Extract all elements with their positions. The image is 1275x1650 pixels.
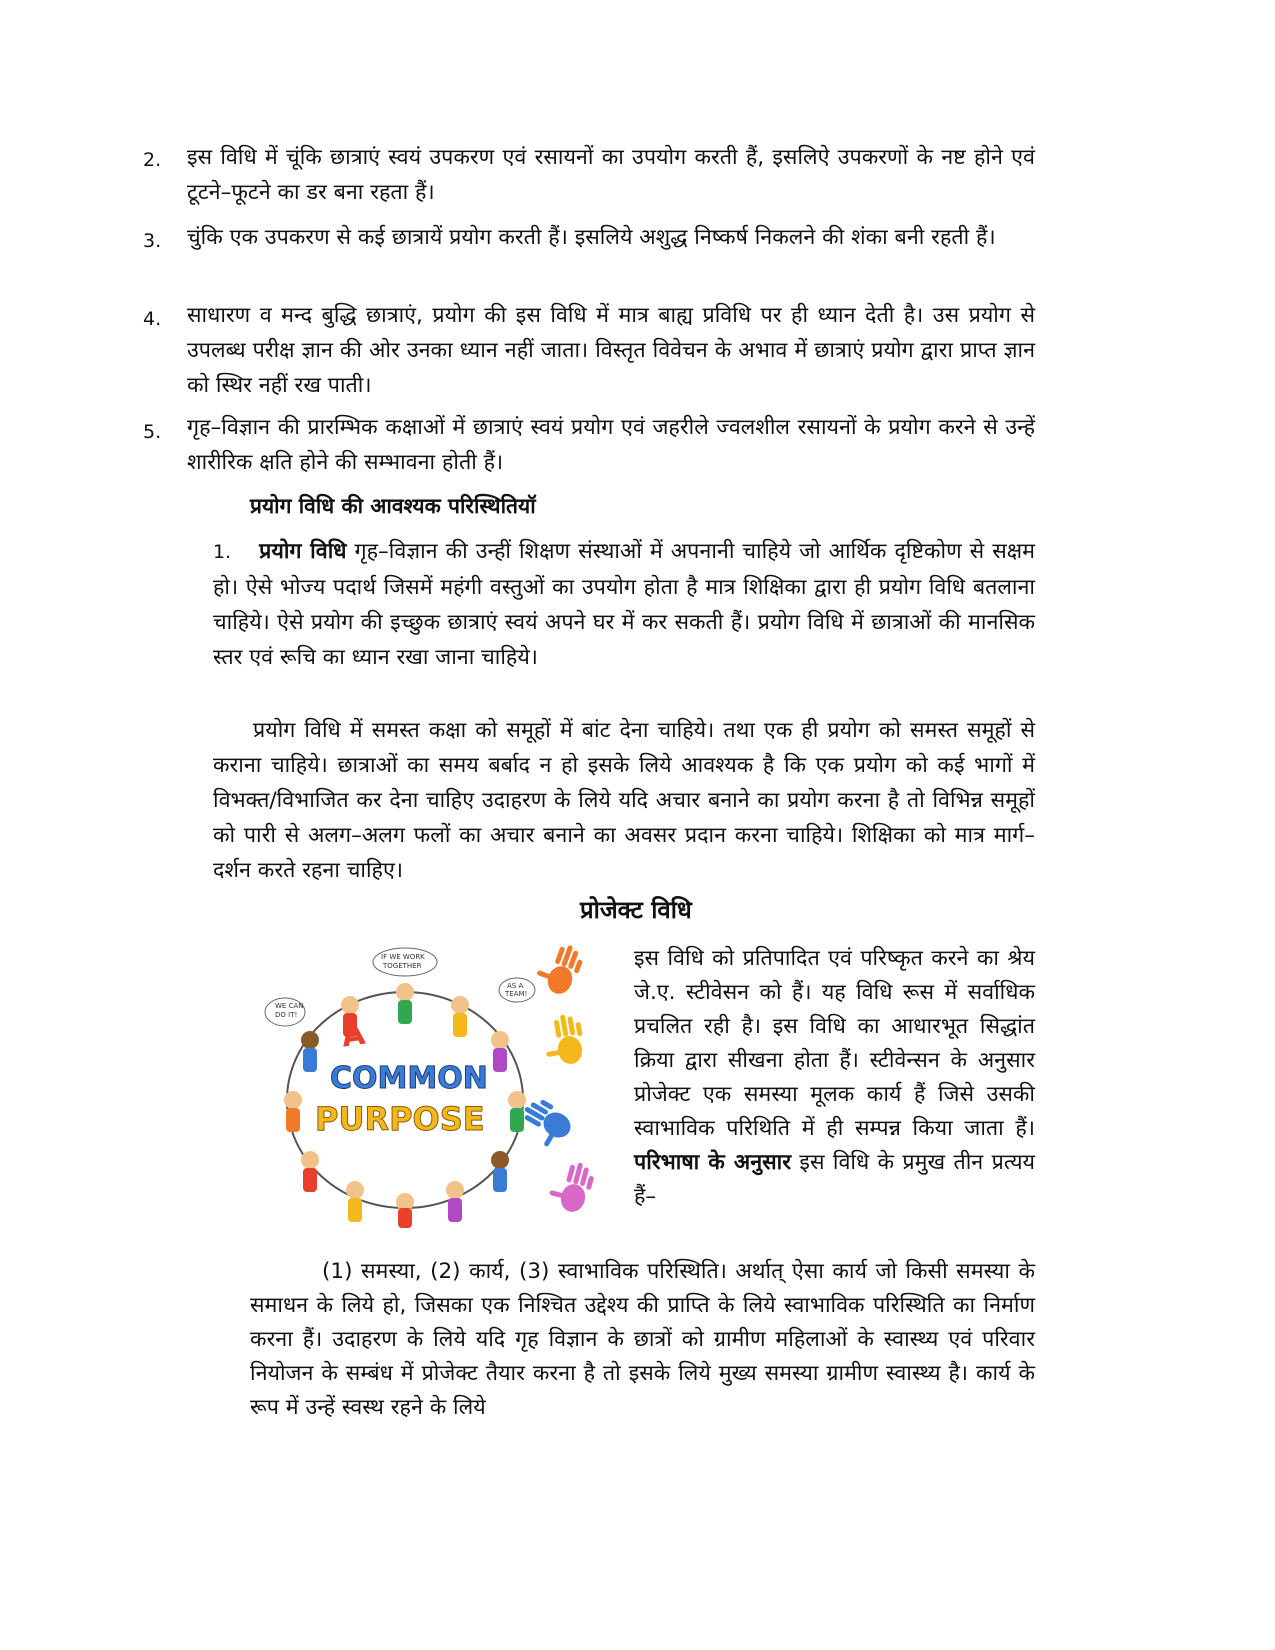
point-1-paragraph <box>213 534 1035 675</box>
list-number-2: 2. <box>143 149 162 171</box>
project-text: इस विधि को प्रतिपादित एवं परिष्कृत करने का श्रेय जे.ए. स्टीवेसन को हैं। यह विधि रूस में सर्वाधिक प्रचलित रही है। इस विधि का आधारभूत सिद्धांत क्रिया द्वारा सीखना होता हैं। स्टीवेन्सन के अनुसार प्रोजेक्ट एक समस्या मूलक कार्य हैं जिसे उसकी स्वाभाविक परिथिति में ही सम्पन्न किया जाता हैं। <box>634 946 1035 1141</box>
svg-text:A: A <box>339 1016 368 1055</box>
list-number-3: 3. <box>143 230 162 252</box>
svg-text:TOGETHER: TOGETHER <box>383 962 422 970</box>
list-item-2-text: इस विधि में चूंकि छात्राएं स्वयं उपकरण एवं रसायनों का उपयोग करती हैं, इसलिऐ उपकरणों के नष्ट होने एवं टूटने–फूटने का डर बना रहता हैं। <box>187 145 1035 205</box>
svg-text:AS A: AS A <box>507 982 524 990</box>
word-common: COMMON <box>330 1061 488 1096</box>
point-1-number: 1. <box>213 541 232 563</box>
common-purpose-illustration <box>255 940 625 1230</box>
svg-text:IF WE WORK: IF WE WORK <box>381 953 425 961</box>
section-heading: प्रयोग विधि की आवश्यक परिस्थितियॉ <box>250 494 536 518</box>
project-tail-text: इस विधि के प्रमुख तीन प्रत्यय हैं– <box>634 1150 1036 1209</box>
word-purpose: PURPOSE <box>315 1100 485 1138</box>
list-item-4-text: साधारण व मन्द बुद्धि छात्राएं, प्रयोग की इस विधि में मात्र बाह्य प्रविधि पर ही ध्यान देती है। उस प्रयोग से उपलब्ध परीक्ष ज्ञान की ओर उनका ध्यान नहीं जाता। विस्तृत विवेचन के अभाव में छात्राएं प्रयोग द्वारा प्राप्त ज्ञान को स्थिर नहीं रख पाती। <box>187 303 1035 398</box>
point-1-text: गृह–विज्ञान की उन्हीं शिक्षण संस्थाओं में अपनानी चाहिये जो आर्थिक दृष्टिकोण से सक्षम हो। ऐसे भोज्य पदार्थ जिसमें महंगी वस्तुओं का उपयोग होता है मात्र शिक्षिका द्वारा ही प्रयोग विधि बतलाना चाहिये। ऐसे प्रयोग की इच्छुक छात्राएं स्वयं अपने घर में कर सकती हैं। प्रयोग विधि में छात्राओं की मानसिक स्तर एवं रूचि का ध्यान रखा जाना चाहिये। <box>213 539 1035 670</box>
final-paragraph: (1) समस्या, (2) कार्य, (3) स्वाभाविक परिस्थिति। अर्थात् ऐसा कार्य जो किसी समस्या के समाधन के लिये हो, जिसका एक निश्चित उद्देश्य की प्राप्ति के लिये स्वाभाविक परिस्थिति का निर्माण करना हैं। उदाहरण के लिये यदि गृह विज्ञान के छात्रों को ग्रामीण महिलाओं के स्वास्थ्य एवं परिवार नियोजन के सम्बंध में प्रोजेक्ट तैयार करना है तो इसके लिये मुख्य समस्या ग्रामीण स्वास्थ्य है। कार्य के रूप में उन्हें स्वस्थ रहने के लिये <box>250 1259 1035 1420</box>
svg-text:TEAM!: TEAM! <box>505 990 528 998</box>
list-item-3-text: चुंकि एक उपकरण से कई छात्रायें प्रयोग करती हैं। इसलिये अशुद्ध निष्कर्ष निकलने की शंका बनी रहती हैं। <box>187 225 996 250</box>
definition-bold-term: परिभाषा के अनुसार <box>634 1150 792 1175</box>
project-title: प्रोजेक्ट विधि <box>580 896 692 924</box>
list-number-5: 5. <box>143 421 162 443</box>
illustration-svg <box>255 940 625 1230</box>
group-paragraph: प्रयोग विधि में समस्त कक्षा को समूहों में बांट देना चाहिये। तथा एक ही प्रयोग को समस्त समूहों से कराना चाहिये। छात्राओं का समय बर्बाद न हो इसके लिये आवश्यक है कि एक प्रयोग को कई भागों में विभक्त/विभाजित कर देना चाहिए उदाहरण के लिये यदि अचार बनाने का प्रयोग करना है तो विभिन्न समूहों को पारी से अलग–अलग फलों का अचार बनाने का अवसर प्रदान करना चाहिये। शिक्षिका को मात्र मार्ग–दर्शन करते रहना चाहिए। <box>213 718 1035 883</box>
list-item-5-text: गृह–विज्ञान की प्रारम्भिक कक्षाओं में छात्राएं स्वयं प्रयोग एवं जहरीले ज्वलशील रसायनों के प्रयोग करने से उन्हें शारीरिक क्षति होने की सम्भावना होती हैं। <box>187 415 1035 475</box>
svg-text:DO IT!: DO IT! <box>275 1011 298 1019</box>
bubble-we-can-do-it: WE CAN <box>275 1002 304 1010</box>
project-paragraph <box>634 942 1035 1214</box>
list-number-4: 4. <box>143 308 162 330</box>
point-1-bold-term: प्रयोग विधि <box>259 539 347 564</box>
